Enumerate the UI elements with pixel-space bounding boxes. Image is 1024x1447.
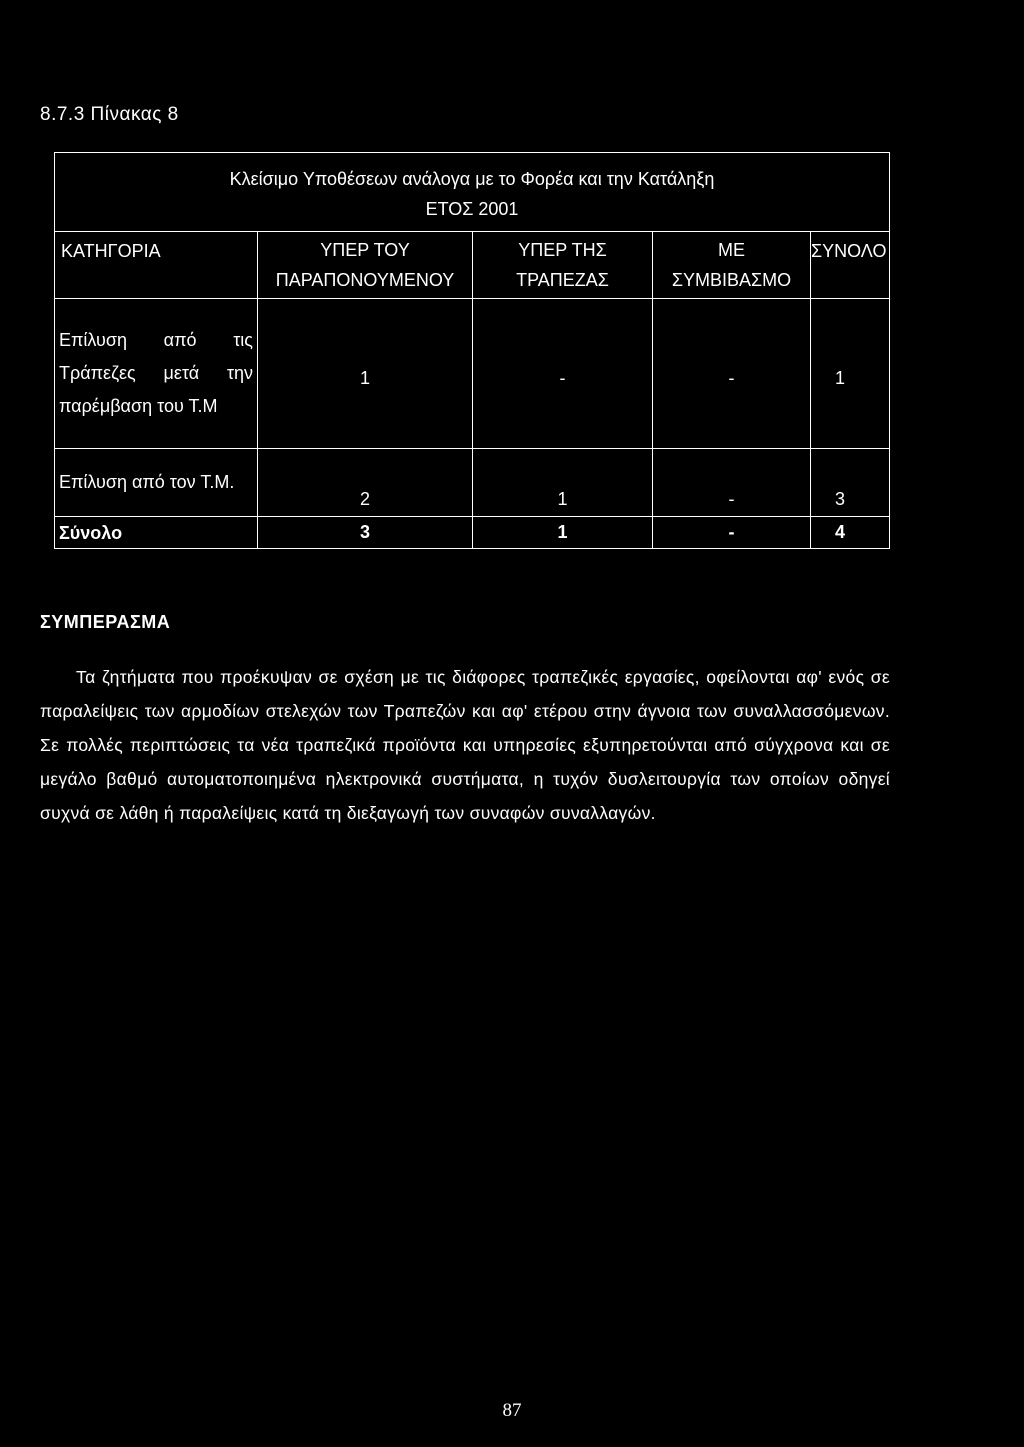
header-category: ΚΑΤΗΓΟΡΙΑ bbox=[55, 232, 258, 299]
cell-settlement: - bbox=[653, 449, 811, 517]
table-header-row bbox=[55, 232, 890, 299]
table-title-line1: Κλείσιμο Υποθέσεων ανάλογα με το Φορέα και την Κατάληξη bbox=[229, 169, 715, 189]
table-row bbox=[55, 299, 890, 449]
header-settlement-line2: ΣΥΜΒΙΒΑΣΜΟ bbox=[671, 270, 792, 290]
header-settlement-line1: ΜΕ bbox=[718, 240, 745, 260]
header-bank-line1: ΥΠΕΡ ΤΗΣ bbox=[518, 240, 607, 260]
header-total: ΣΥΝΟΛΟ bbox=[811, 232, 890, 299]
conclusion-paragraph: Τα ζητήματα που προέκυψαν σε σχέση με τις διάφορες τραπεζικές εργασίες, οφείλονται αφ' ενός σε παραλείψεις των αρμοδίων στελεχών των Τραπεζών και αφ' ετέρου στην άγνοια των συναλλασσόμενων. Σε πολλές περιπτώσεις τα νέα τραπεζικά προϊόντα και υπηρεσίες εξυπηρετούνται από σύγχρονα και σε μεγάλο βαθμό αυτοματοποιημένα ηλεκτρονικά συστήματα, η τυχόν δυσλειτουργία των οποίων οδηγεί συχνά σε λάθη ή παραλείψεις κατά τη διεξαγωγή των συναφών συναλλαγών. bbox=[40, 667, 890, 823]
cell-bank: 1 bbox=[473, 517, 653, 549]
table-title-year: ΕΤΟΣ 2001 bbox=[425, 199, 519, 219]
cases-table bbox=[54, 152, 890, 549]
table-total-row bbox=[55, 517, 890, 549]
cell-settlement: - bbox=[653, 517, 811, 549]
header-complainant bbox=[258, 232, 473, 299]
cell-complainant: 2 bbox=[258, 449, 473, 517]
conclusion-title: ΣΥΜΠΕΡΑΣΜΑ bbox=[40, 612, 171, 632]
header-settlement bbox=[653, 232, 811, 299]
row-label: Σύνολο bbox=[55, 517, 258, 549]
row-label: Επίλυση από τον Τ.Μ. bbox=[55, 449, 258, 517]
page-number: 87 bbox=[502, 1400, 522, 1421]
cell-total: 3 bbox=[811, 449, 890, 517]
cell-bank: - bbox=[473, 299, 653, 449]
cell-total: 4 bbox=[811, 517, 890, 549]
cell-bank: 1 bbox=[473, 449, 653, 517]
cell-complainant: 1 bbox=[258, 299, 473, 449]
table-title-row bbox=[55, 153, 890, 232]
cell-complainant: 3 bbox=[258, 517, 473, 549]
header-bank bbox=[473, 232, 653, 299]
header-complainant-line1: ΥΠΕΡ ΤΟΥ bbox=[320, 240, 410, 260]
section-heading: 8.7.3 Πίνακας 8 bbox=[40, 104, 179, 125]
table-title bbox=[55, 153, 890, 232]
table-row bbox=[55, 449, 890, 517]
row-label: Επίλυση από τις Τράπεζες μετά την παρέμβαση του Τ.Μ bbox=[55, 299, 258, 449]
header-complainant-line2: ΠΑΡΑΠΟΝΟΥΜΕΝΟΥ bbox=[275, 270, 455, 290]
header-bank-line2: ΤΡΑΠΕΖΑΣ bbox=[516, 270, 609, 290]
cell-settlement: - bbox=[653, 299, 811, 449]
cell-total: 1 bbox=[811, 299, 890, 449]
